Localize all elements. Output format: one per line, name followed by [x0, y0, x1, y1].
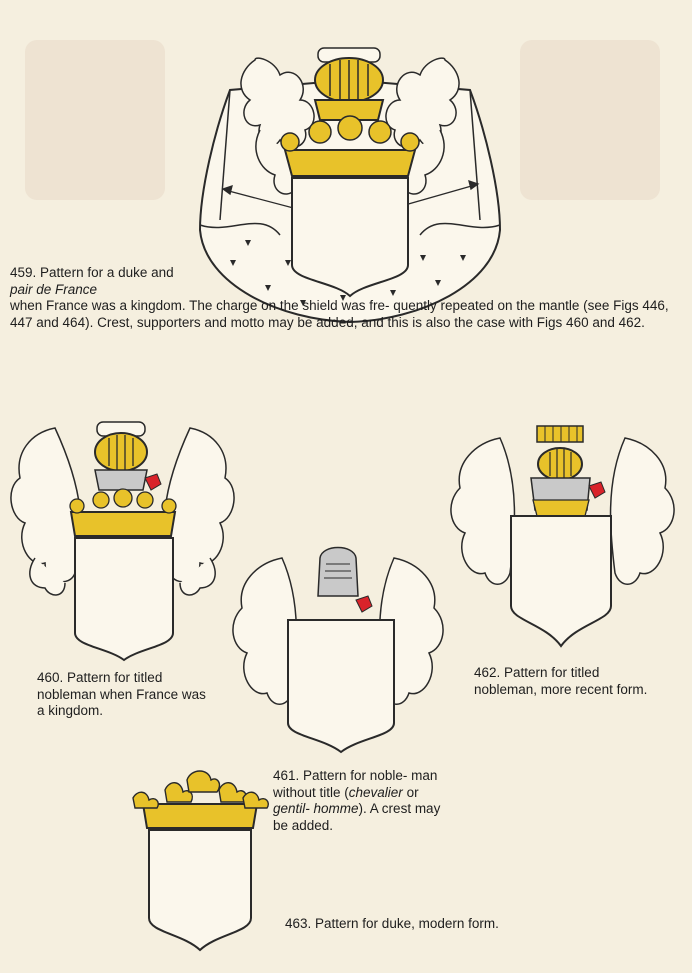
- caption-460: 460. Pattern for titled nobleman when France was a kingdom.: [37, 670, 206, 718]
- figure-462-titled-nobleman-recent: [445, 418, 680, 650]
- figure-463-duke-modern: [125, 768, 275, 953]
- caption-461-part-a: 461. Pattern for noble- man without title (: [273, 768, 438, 800]
- caption-462: 462. Pattern for titled nobleman, more recent form.: [474, 665, 648, 697]
- caption-463: 463. Pattern for duke, modern form.: [285, 916, 499, 931]
- caption-459-part-b: when France was a kingdom. The charge on the shield was fre- quently repeated on the mantle (see Figs 446, 447 and 464). Crest, supporters and motto may be added, and this is also the case with Figs 460 and 462.: [10, 298, 669, 330]
- caption-461-or: or: [402, 784, 419, 800]
- background-bleed-right: [520, 40, 660, 200]
- caption-461-italic-gentilhomme: gentil- homme: [273, 801, 359, 816]
- figure-461-untitled-nobleman: [222, 538, 454, 763]
- caption-459: [10, 265, 190, 298]
- caption-459-part-a: Pattern for a duke and: [40, 265, 174, 280]
- caption-461-italic-chevalier: chevalier: [348, 784, 403, 800]
- figure-460-titled-nobleman: [5, 408, 240, 663]
- background-bleed-left: [25, 40, 165, 200]
- caption-461-part-b: ). A crest may be added.: [273, 801, 441, 833]
- caption-459-continued: [10, 298, 680, 331]
- caption-459-num: 459.: [10, 265, 37, 280]
- figure-459-ducal-mantle: [190, 20, 510, 330]
- caption-461: [273, 768, 448, 834]
- caption-459-italic: pair de France: [10, 281, 98, 297]
